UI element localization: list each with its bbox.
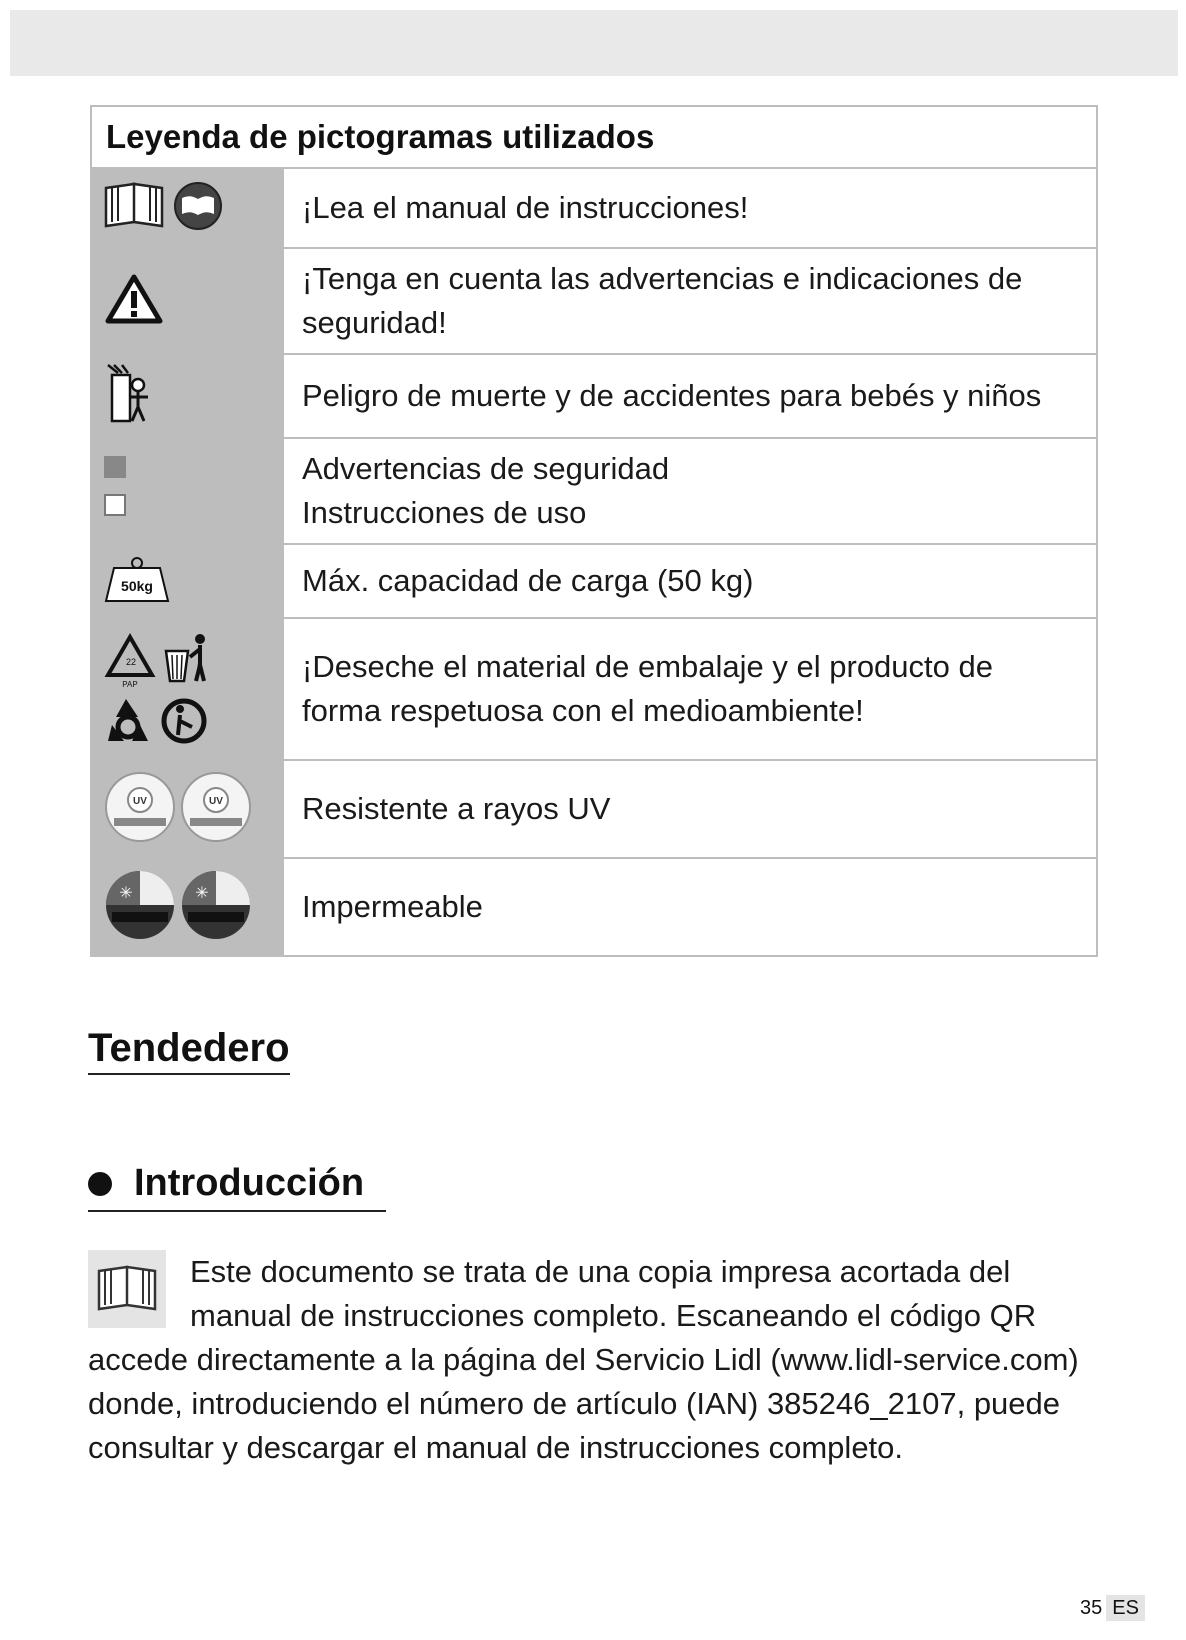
legend-text-line: Instrucciones de uso (302, 495, 587, 530)
legend-text: Máx. capacidad de carga (50 kg) (283, 544, 1097, 618)
safety-warning-square-icon (104, 456, 126, 478)
legend-text: ¡Tenga en cuenta las advertencias e indicaciones de seguridad! (283, 248, 1097, 354)
legend-title: Leyenda de pictogramas utilizados (91, 106, 1097, 168)
header-bar (10, 10, 1178, 76)
legend-row (91, 248, 1097, 354)
introduction-body (88, 1250, 1088, 1470)
legend-row (91, 168, 1097, 248)
legend-text: ¡Deseche el material de embalaje y el producto de forma respetuosa con el medioambiente! (283, 618, 1097, 760)
legend-icon-cell (91, 544, 283, 618)
instructions-square-icon (104, 494, 126, 516)
weatherproof-icon (104, 868, 254, 942)
legend-row (91, 438, 1097, 544)
legend-icon-cell (91, 248, 283, 354)
svg-text:PAP: PAP (122, 679, 138, 689)
section-title: Tendedero (88, 1025, 290, 1075)
legend-text: Resistente a rayos UV (283, 760, 1097, 858)
introduction-heading (88, 1160, 386, 1212)
legend-icon-cell (91, 618, 283, 760)
warning-triangle-icon (104, 273, 164, 325)
legend-text (283, 438, 1097, 544)
legend-row (91, 618, 1097, 760)
svg-text:UV: UV (209, 795, 223, 807)
svg-text:22: 22 (125, 656, 137, 667)
legend-text: ¡Lea el manual de instrucciones! (283, 168, 1097, 248)
pictogram-legend-table (90, 105, 1098, 957)
book-icon (95, 1263, 159, 1315)
legend-row (91, 858, 1097, 956)
uv-resistant-icon (104, 770, 254, 844)
introduction-text: Este documento se trata de una copia impresa acortada del manual de instrucciones completo. Escaneando el código QR accede directamente a la página del Servicio Lidl (www.lidl-service.com) donde, introduciendo el número de artículo (IAN) 385246_2107, puede consultar y descargar el manual de instrucciones completo. (88, 1254, 1079, 1465)
language-code: ES (1106, 1595, 1145, 1621)
page-number: 35 (1080, 1597, 1103, 1619)
legend-icon-cell (91, 858, 283, 956)
recycle-triangle-icon (108, 637, 152, 689)
legend-row (91, 760, 1097, 858)
legend-icon-cell (91, 760, 283, 858)
introduction-title: Introducción (134, 1162, 365, 1204)
svg-text:✳: ✳ (195, 882, 209, 902)
legend-text: Peligro de muerte y de accidentes para bebés y niños (283, 354, 1097, 438)
book-icon (104, 180, 224, 232)
svg-text:✳: ✳ (119, 882, 133, 902)
legend-icon-cell (91, 354, 283, 438)
legend-text: Impermeable (283, 858, 1097, 956)
legend-row (91, 544, 1097, 618)
legend-row (91, 354, 1097, 438)
page-footer (1080, 1597, 1145, 1620)
legend-text-line: Advertencias de seguridad (302, 451, 670, 486)
recycle-arrows-icon (108, 699, 148, 741)
bullet-icon (88, 1172, 112, 1196)
weight-label: 50kg (121, 577, 153, 594)
legend-icon-cell (91, 168, 283, 248)
legend-header-row (91, 106, 1097, 168)
recycling-icons (104, 629, 216, 745)
trash-bin-icon (166, 634, 205, 681)
proper-disposal-icon (164, 701, 204, 741)
svg-text:UV: UV (133, 795, 147, 807)
weight-icon (104, 555, 170, 603)
manual-book-icon-box (88, 1250, 166, 1328)
legend-icon-cell (91, 438, 283, 544)
child-danger-icon (104, 363, 154, 425)
